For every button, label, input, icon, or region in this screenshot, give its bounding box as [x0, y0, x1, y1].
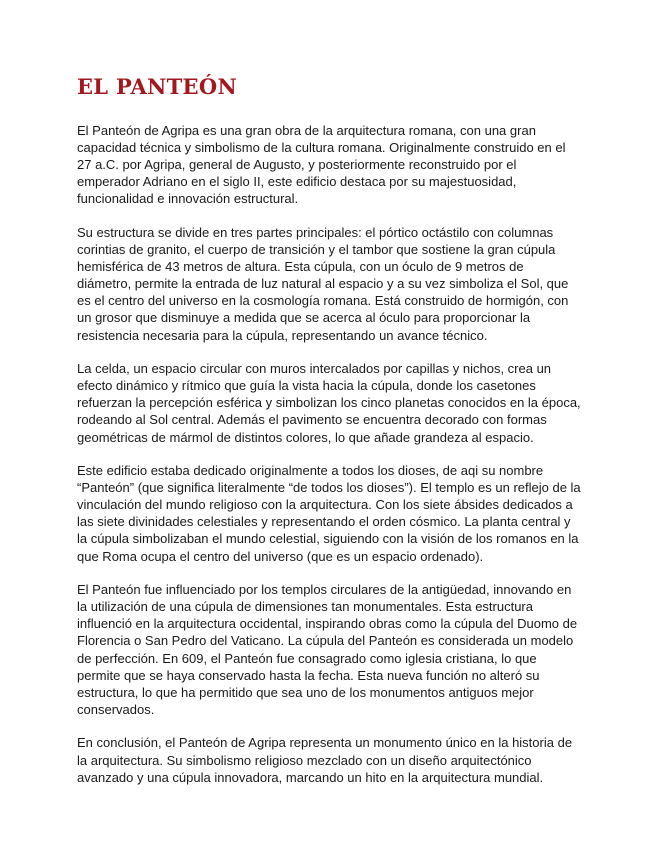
paragraph-conclusion: En conclusión, el Panteón de Agripa representa un monumento único en la historia de la arquitectura. Su simbolismo religioso mezclado con un diseño arquitectónico avanzado y una cúpula innovadora, marcando un hito en la arquitectura mundial.	[77, 735, 573, 785]
paragraph-structure: Su estructura se divide en tres partes principales: el pórtico octástilo con columnas corintias de granito, el cuerpo de transición y el tambor que sostiene la gran cúpula hemisférica de 43 metros de altura. Esta cúpula, con un óculo de 9 metros de diámetro, permite la entrada de luz natural al espacio y a su vez simboliza el Sol, que es el centro del universo en la cosmología romana. Está construido de hormigón, con un grosor que disminuye a medida que se acerca al óculo para proporcionar la resistencia necesaria para la cúpula, representando un avance técnico.	[77, 224, 569, 343]
paragraph-dedication: Este edificio estaba dedicado originalmente a todos los dioses, de aqi su nombre “Panteón” (que significa literalmente “de todos los dioses”). El templo es un reflejo de la vinculación del mundo religioso con la arquitectura. Con los siete ábsides dedicados a las siete divinidades celestiales y representando el orden cósmico. La planta central y la cúpula simbolizaban el mundo celestial, siguiendo con la visión de los romanos en la que Roma ocupa el centro del universo (que es un espacio ordenado).	[77, 463, 581, 564]
paragraph-introduction: El Panteón de Agripa es una gran obra de la arquitectura romana, con una gran capacidad técnica y simbolismo de la cultura romana. Originalmente construido en el 27 a.C. por Agripa, general de Augusto, y posteriormente reconstruido por el emperador Adriano en el siglo II, este edificio destaca por su majestuosidad, funcionalidad e innovación estructural.	[77, 123, 566, 207]
document-title: EL PANTEÓN	[77, 74, 237, 99]
document-body	[77, 122, 581, 802]
paragraph-cella: La celda, un espacio circular con muros intercalados por capillas y nichos, crea un efecto dinámico y rítmico que guía la vista hacia la cúpula, donde los casetones refuerzan la percepción esférica y simbolizan los cinco planetas conocidos en la época, rodeando al Sol central. Además el pavimento se encuentra decorado con formas geométricas de mármol de distintos colores, lo que añade grandeza al espacio.	[77, 361, 581, 445]
paragraph-influence: El Panteón fue influenciado por los templos circulares de la antigüedad, innovando en la utilización de una cúpula de dimensiones tan monumentales. Esta estructura influenció en la arquitectura occidental, inspirando obras como la cúpula del Duomo de Florencia o San Pedro del Vaticano. La cúpula del Panteón es considerada un modelo de perfección. En 609, el Panteón fue consagrado como iglesia cristiana, lo que permite que se haya conservado hasta la fecha. Esta nueva función no alteró su estructura, lo que ha permitido que sea uno de los monumentos antiguos mejor conservados.	[77, 582, 578, 717]
